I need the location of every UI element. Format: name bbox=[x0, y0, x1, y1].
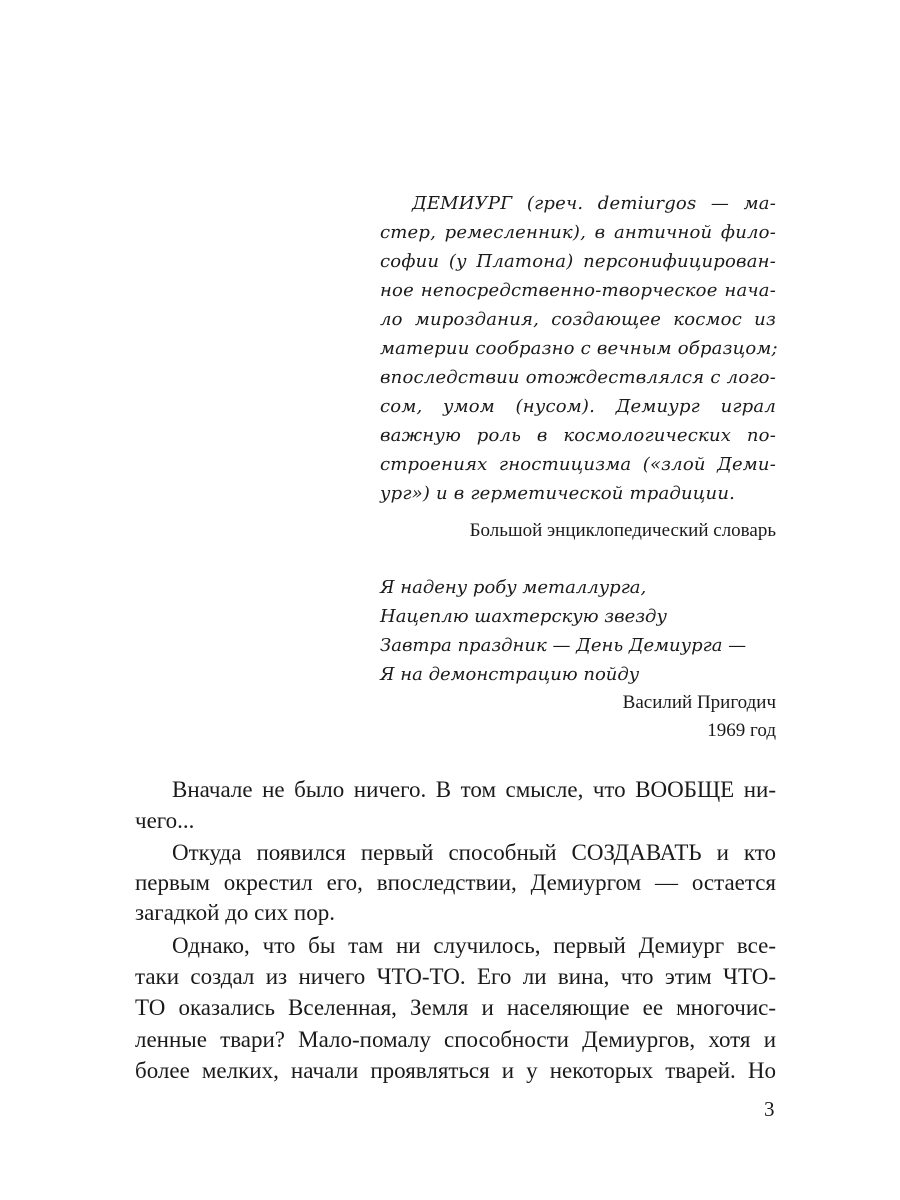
epigraph-line: материи сообразно с вечным образцом; bbox=[380, 338, 778, 359]
poem-author: Василий Пригодич bbox=[622, 692, 776, 713]
epigraph-line: стер, ремесленник), в античной фило- bbox=[380, 222, 776, 243]
body-line: Откуда появился первый способный СОЗДАВАТЬ и кто bbox=[172, 840, 776, 865]
body-line: загадкой до сих пор. bbox=[135, 900, 335, 925]
body-line: чего... bbox=[135, 808, 195, 833]
body-line: Однако, что бы там ни случилось, первый Демиург все- bbox=[172, 933, 776, 958]
body-line: ленные твари? Мало-помалу способности Демиургов, хотя и bbox=[135, 1027, 776, 1052]
body-line: более мелких, начали проявляться и у некоторых тварей. Но bbox=[135, 1058, 776, 1083]
body-line: первым окрестил его, впоследствии, Демиургом — остается bbox=[135, 870, 776, 895]
poem-year: 1969 год bbox=[707, 720, 776, 741]
poem-line: Нацеплю шахтерскую звезду bbox=[380, 606, 667, 627]
epigraph-line: ное непосредственно-творческое нача- bbox=[380, 280, 776, 301]
epigraph-line: строениях гностицизма («злой Деми- bbox=[380, 454, 776, 475]
body-line: ТО оказались Вселенная, Земля и населяющие ее многочис- bbox=[135, 995, 776, 1020]
body-line: Вначале не было ничего. В том смысле, что ВООБЩЕ ни- bbox=[172, 777, 776, 802]
epigraph-source: Большой энциклопедический словарь bbox=[469, 520, 776, 541]
epigraph-line: ло мироздания, создающее космос из bbox=[380, 309, 776, 330]
epigraph-line: ург») и в герметической традиции. bbox=[380, 483, 736, 504]
poem-line: Я на демонстрацию пойду bbox=[380, 664, 640, 685]
epigraph-line: впоследствии отождествлялся с лого- bbox=[380, 367, 776, 388]
poem-line: Завтра праздник — День Демиурга — bbox=[380, 635, 747, 656]
epigraph-line: важную роль в космологических по- bbox=[380, 425, 776, 446]
body-line: таки создал из ничего ЧТО-ТО. Его ли вина, что этим ЧТО- bbox=[135, 964, 776, 989]
page-number: 3 bbox=[764, 1097, 775, 1121]
poem-line: Я надену робу металлурга, bbox=[380, 577, 647, 598]
epigraph-line: сом, умом (нусом). Демиург играл bbox=[380, 396, 776, 417]
epigraph-line: ДЕМИУРГ (греч. demiurgos — ма- bbox=[412, 193, 776, 214]
epigraph-line: софии (у Платона) персонифицирован- bbox=[380, 251, 776, 272]
